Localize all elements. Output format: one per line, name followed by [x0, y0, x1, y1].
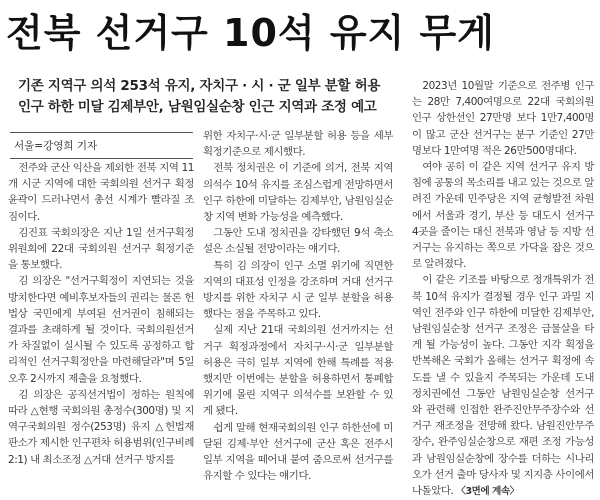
paragraph: 김 의장은 공직선거법이 정하는 원칙에 따라 △현행 국회의원 총정수(300명) 및 지역구국회의원 정수(253명) 유지 △헌법재판소가 제시한 인구편차 허용범위(인구비례 2:1) 내 최소조정 △거대 선거구 방지를: [8, 388, 194, 466]
paragraph: 2023년 10월말 기준으로 전주병 인구는 28만 7,400여명으로 22대 국회의원 인구 상한선인 27만명 보다 1만7,400명이 많고 군산 선거구는 분구 기준인 27만명보다 1만여명 적은 26만500명대다.: [412, 80, 594, 157]
paragraph: 특히 김 의장이 인구 소멸 위기에 직면한 지역의 대표성 인정을 강조하며 거대 선거구 방지를 위한 자치구 시 군 일부 분할을 허용했다는 점을 주목하고 있다.: [203, 259, 393, 321]
paragraph: 쉽게 말해 현재국회의원 인구 하한선에 미달된 김제·부안 선거구에 군산 혹은 전주시 일부 지역을 떼어내 붙여 줌으로써 선거구를 유지할 수 있다는 얘기다.: [203, 421, 393, 483]
headline: 전북 선거구 10석 유지 무게: [6, 11, 495, 55]
paragraph-text: 이 같은 기조를 바탕으로 정개특위가 전북 10석 유지가 결정될 경우 인구 과밀 지역인 전주와 인구 하한에 미달한 김제부안, 남원임실순창 선거구 조정은 급물살을 타게 될 가능성이 높다. 그동안 지각 획정을 반복해온 국회가 올해는 선거구 획정에 속도를 낼 수 있을지 주목되는 가운데 도내 정치권에선 그동안 남원임실순창 선거구와 관련해 인접한 완주진안무주장수와 선거구 재조정을 전망해 왔다. 남원진안무주장수, 완주임실순창으로 재편 조정 가능성과 남원임실순창에 장수를 더하는 시나리오가 선거 출마 당사자 및 지지층 사이에서 나돌았다.: [412, 274, 594, 498]
subtitle: [18, 76, 398, 118]
paragraph: 전북 정치권은 이 기준에 의거, 전북 지역 의석수 10석 유지를 조심스럽게 전망하면서 인구 하한에 미달하는 김제부안, 남원임실순창 지역 변화 가능성을 예측했다.: [203, 162, 393, 224]
paragraph: [412, 272, 594, 500]
byline-box: [10, 132, 193, 159]
paragraph: 여야 공히 이 같은 지역 선거구 유지 방침에 공통의 목소리를 내고 있는 것으로 알려진 가운데 민주당은 지역 균형발전 차원에서 서울과 경기, 부산 등 대도시 선거구 4곳을 줄이는 대신 전북과 영남 등 지방 선거구는 유지하는 쪽으로 가닥을 잡은 것으로 알려졌다.: [412, 161, 594, 271]
subtitle-line: 기존 지역구 의석 253석 유지, 자치구 · 시 · 군 일부 분할 허용: [18, 78, 381, 94]
continuation-link[interactable]: 〈3면에 계속〉: [456, 486, 519, 498]
paragraph: 그동안 도내 정치권을 강타했던 9석 축소설은 소실될 전망이라는 얘기다.: [203, 227, 393, 256]
paragraph: 김진표 국회의장은 지난 1일 선거구획정위원회에 22대 국회의원 선거구 획정기준을 통보했다.: [8, 226, 194, 272]
paragraph: 전주와 군산 익산을 제외한 전북 지역 11개 시군 지역에 대한 국회의원 선거구 획정 윤곽이 드러나면서 총선 시계가 빨라질 조짐이다.: [8, 162, 194, 223]
article-column-3: [412, 78, 594, 500]
byline: 서울=강영희 기자: [14, 140, 98, 152]
article-column-2: [203, 128, 393, 484]
paragraph: 김 의장은 "선거구획정이 지연되는 것을 방치한다면 예비후보자들의 권리는 물론 헌법상 국민에게 부여된 선거권이 침해되는 결과를 초래하게 될 것이다. 국회의원선거가 차질없이 실시될 수 있도록 공정하고 합리적인 선거구획정안을 마련해달라"며 5일 오후 2시까지 제출을 요청했다.: [8, 275, 194, 385]
paragraph: 위한 자치구·시·군 일부분할 허용 등을 세부 획정기준으로 제시했다.: [203, 130, 393, 159]
paragraph: 실제 지난 21대 국회의원 선거까지는 선거구 획정과정에서 자치구·시·군 일부분할 허용은 극히 일부 지역에 한해 특례를 적용했지만 이번에는 분할을 허용하면서 통폐합 위기에 몰린 지역구 의석수를 보완할 수 있게 됐다.: [203, 324, 393, 418]
article-column-1: [8, 160, 194, 468]
subtitle-line: 인구 하한 미달 김제부안, 남원임실순창 인근 지역과 조정 예고: [18, 99, 377, 115]
